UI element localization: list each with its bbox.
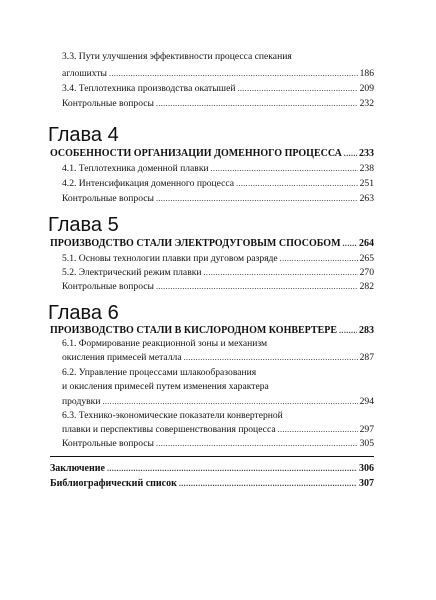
toc-leader [109,68,358,80]
toc-entry-text: ПРОИЗВОДСТВО СТАЛИ В КИСЛОРОДНОМ КОНВЕРТЕРЕ [50,325,338,336]
toc-page-number: 238 [359,163,374,174]
toc-entry-5-1[interactable] [62,253,374,265]
toc-bibliography[interactable] [50,478,374,490]
toc-entry-6-1-line1: 6.1. Формирование реакционной зоны и механизм [62,338,268,349]
chapter-5-heading: Глава 5 [48,214,119,236]
toc-leader [343,238,357,250]
toc-entry-text: 3.4. Теплотехника производства окатышей [62,83,236,94]
section-divider [50,456,374,457]
toc-entry-text: ОСОБЕННОСТИ ОРГАНИЗАЦИИ ДОМЕННОГО ПРОЦЕССА [50,148,342,159]
toc-leader [204,267,358,279]
toc-entry-ch5-control[interactable] [62,281,374,293]
toc-entry-6-3-line1: 6.3. Технико-экономические показатели конвертерной [62,410,283,421]
toc-leader [339,325,357,337]
toc-entry-text: Контрольные вопросы [62,98,154,109]
toc-entry-text: аглошихты [62,68,108,79]
toc-entry-6-2[interactable] [62,396,374,408]
toc-page-number: 287 [359,352,374,363]
toc-leader [211,163,358,175]
toc-page-number: 270 [359,267,374,278]
toc-entry-3-3-line1: 3.3. Пути улучшения эффективности процесса спекания [62,51,292,62]
toc-leader [107,463,357,475]
toc-page-number: 233 [359,148,374,159]
toc-leader [156,438,358,450]
toc-page-number: 297 [359,424,374,435]
toc-page-number: 232 [359,98,374,109]
chapter-6-heading: Глава 6 [48,302,119,324]
toc-entry-text: окисления примесей металла [62,352,182,363]
toc-entry-3-4[interactable] [62,83,374,95]
toc-page-number: 263 [359,193,374,204]
toc-entry-4-1[interactable] [62,163,374,175]
toc-entry-6-3[interactable] [62,424,374,436]
toc-chapter-6-title[interactable] [50,325,374,337]
toc-leader [179,478,357,490]
toc-chapter-5-title[interactable] [50,238,374,250]
toc-page-number: 307 [359,478,374,489]
toc-leader [280,253,358,265]
toc-page-number: 306 [359,463,374,474]
toc-entry-6-2-line1: 6.2. Управление процессами шлакообразования [62,367,257,378]
toc-leader [156,193,358,205]
toc-leader [184,352,358,364]
toc-entry-text: Библиографический список [50,478,177,489]
toc-page-number: 265 [359,253,374,264]
toc-entry-text: 5.2. Электрический режим плавки [62,267,202,278]
toc-leader [344,148,357,160]
toc-entry-text: продувки [62,396,101,407]
toc-leader [237,83,357,95]
toc-entry-ch4-control[interactable] [62,193,374,205]
toc-entry-6-1[interactable] [62,352,374,364]
chapter-4-heading: Глава 4 [48,124,119,146]
toc-page-number: 186 [359,68,374,79]
toc-chapter-4-title[interactable] [50,148,374,160]
toc-page-number: 282 [359,281,374,292]
toc-page-number: 305 [359,438,374,449]
toc-entry-text: 4.2. Интенсификация доменного процесса [62,178,235,189]
toc-entry-text: Контрольные вопросы [62,193,154,204]
toc-entry-4-2[interactable] [62,178,374,190]
toc-entry-ch3-control[interactable] [62,98,374,110]
toc-entry-text: 5.1. Основы технологии плавки при дуговом разряде [62,253,278,264]
toc-page-number: 251 [359,178,374,189]
toc-entry-3-3[interactable] [62,68,374,80]
toc-entry-ch6-control[interactable] [62,438,374,450]
toc-page-number: 283 [359,325,374,336]
toc-entry-text: плавки и перспективы совершенствования процесса [62,424,276,435]
toc-entry-6-2-line2: и окисления примесей путем изменения характера [62,381,269,392]
toc-entry-text: Контрольные вопросы [62,438,154,449]
toc-page-number: 209 [359,83,374,94]
toc-entry-5-2[interactable] [62,267,374,279]
toc-page-number: 264 [359,238,374,249]
toc-leader [102,396,357,408]
toc-entry-text: 4.1. Теплотехника доменной плавки [62,163,209,174]
toc-entry-text: ПРОИЗВОДСТВО СТАЛИ ЭЛЕКТРОДУГОВЫМ СПОСОБОМ [50,238,341,249]
toc-leader [156,98,358,110]
toc-page-number: 294 [359,396,374,407]
toc-conclusion[interactable] [50,463,374,475]
toc-leader [236,178,358,190]
toc-leader [156,281,358,293]
toc-entry-text: Контрольные вопросы [62,281,154,292]
toc-leader [278,424,358,436]
toc-entry-text: Заключение [50,463,105,474]
